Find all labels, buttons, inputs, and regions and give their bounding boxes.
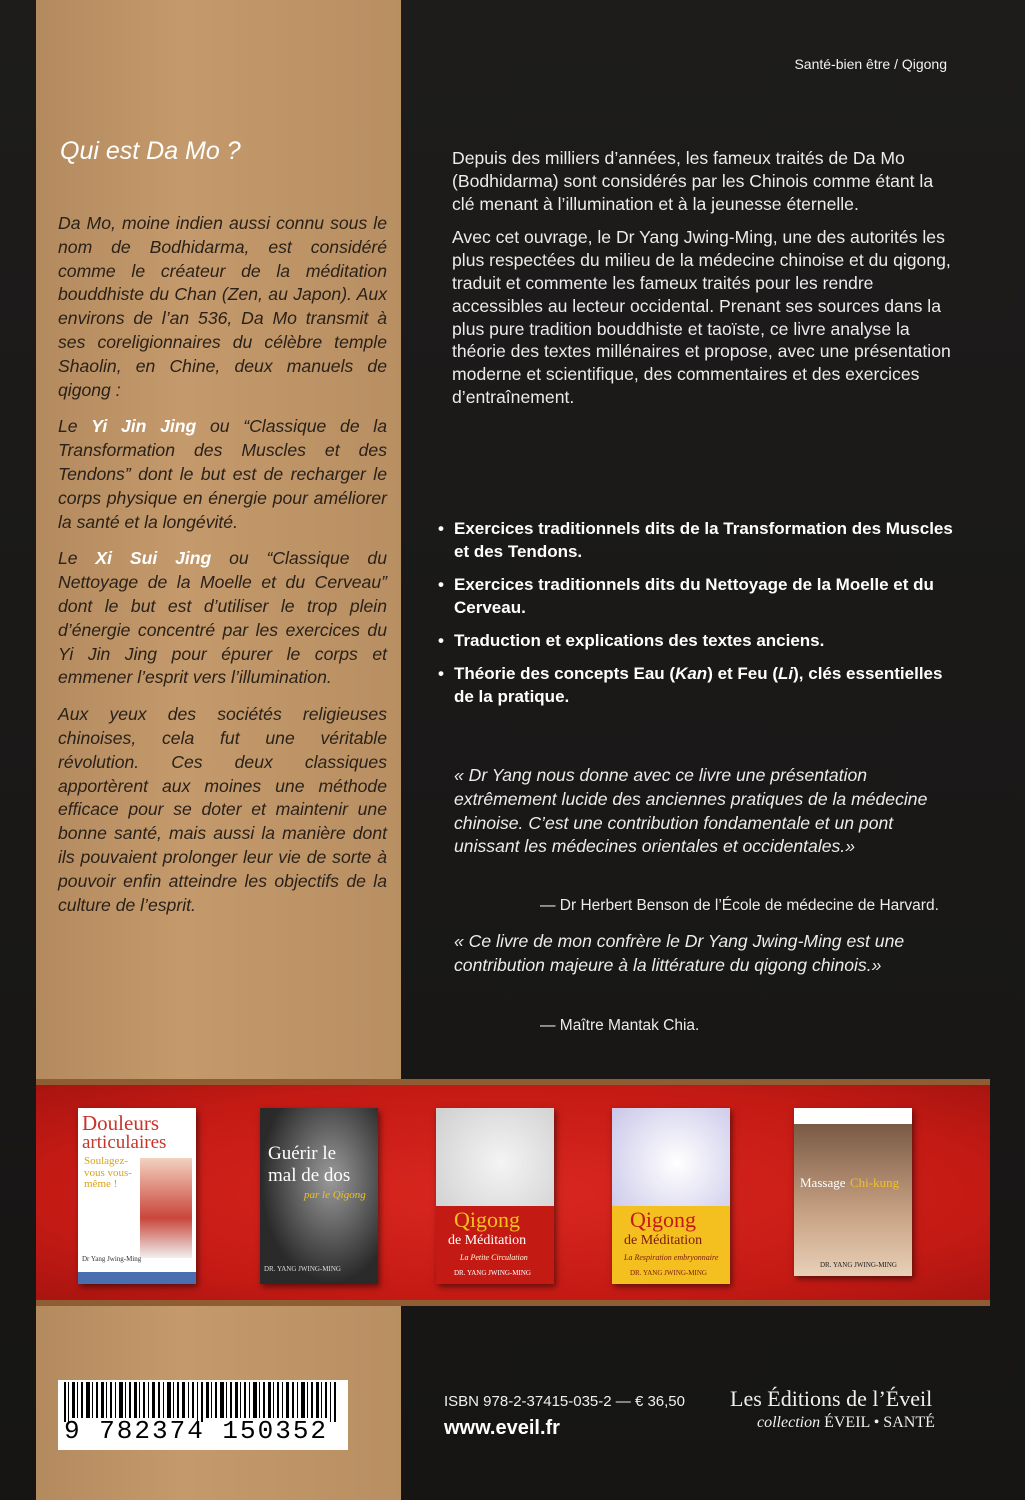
book-author: DR. YANG JWING-MING [264,1265,341,1273]
book-author: DR. YANG JWING-MING [454,1269,531,1277]
book-subtitle: La Respiration embryonnaire [624,1253,719,1262]
text: ou “Classique du Nettoyage de la Moelle et du Cerveau” dont le but est d’utiliser le trop plein d’énergie concentré par les exercices du Yi Jin Jing pour épurer le corps et emmener l’esprit vers l’illumination. [58,548,387,688]
isbn-price: ISBN 978-2-37415-035-2 — € 36,50 [444,1393,685,1410]
text: collection [757,1414,825,1431]
book-photo [436,1108,554,1208]
kan-term: Kan [675,664,708,683]
book-title: de Méditation [448,1233,527,1248]
right-description [452,147,952,420]
collection-name: ÉVEIL • SANTÉ [824,1414,935,1431]
quote-chia: « Ce livre de mon confrère le Dr Yang Jwing-Ming est une contribution majeure à la littérature du qigong chinois.» [454,931,905,975]
xi-sui-jing-term: Xi Sui Jing [95,548,212,569]
book-author: DR. YANG JWING-MING [630,1269,707,1277]
text: Théorie des concepts Eau ( [454,664,676,683]
book-title: Qigong [630,1207,696,1232]
book-cover-qigong-meditation-2 [612,1108,730,1284]
category-label: Santé-bien être / Qigong [794,56,947,72]
book-footer-strip [78,1272,196,1284]
book-photo [794,1124,912,1276]
book-title: Guérir le [268,1143,337,1164]
book-title: Douleurs [82,1111,159,1135]
quote-benson: « Dr Yang nous donne avec ce livre une présentation extrêmement lucide des anciennes pratiques de la médecine chinoise. C’est une contribution fondamentale et un pont unissant les médecines orientales et occidentales.» [454,765,928,857]
feature-item [438,662,958,708]
left-paragraph-4: Aux yeux des sociétés religieuses chinoises, cela fut une véritable révolution. Ces deux classiques apportèrent aux moines une méthode efficace pour se doter et maintenir une bonne santé, mais aussi la manière dont ils pouvaient prolonger leur vie de sorte à pouvoir enfin atteindre les objectifs de la culture de l’esprit. [58,704,387,915]
book-author: DR. YANG JWING-MING [820,1261,897,1269]
feature-list [438,517,958,718]
publisher-name: Les Éditions de l’Éveil [730,1386,933,1411]
left-paragraph-2 [58,415,387,534]
book-cover-douleurs-articulaires [78,1108,196,1284]
book-title: de Méditation [624,1233,703,1248]
book-title: Chi-kung [850,1175,900,1190]
text: ou “Classique de la Transformation des Muscles et des Tendons” dont le but est de recharger le corps physique en énergie pour améliorer la santé et la longévité. [58,416,387,532]
book-author: Dr Yang Jwing-Ming [82,1255,142,1263]
book-subtitle: La Petite Circulation [460,1253,528,1262]
book-title: Qigong [454,1207,520,1232]
text: Le [58,416,92,437]
publisher-website[interactable]: www.eveil.fr [444,1417,560,1439]
book-title: mal de dos [268,1165,351,1186]
left-body [58,212,387,930]
left-paragraph-1: Da Mo, moine indien aussi connu sous le nom de Bodhidarma, est considéré comme le créateur de la méditation bouddhiste du Chan (Zen, au Japon). Aux environs de l’an 536, Da Mo transmit à ses coreligionnaires du célèbre temple Shaolin, en Chine, deux manuels de qigong : [58,213,387,400]
attribution-chia: — Maître Mantak Chia. [540,1017,700,1034]
collection-label [757,1414,935,1432]
right-paragraph-2: Avec cet ouvrage, le Dr Yang Jwing-Ming, une des autorités les plus respectées du milieu de la médecine chinoise et du qigong, traduit et commente les fameux traités pour les rendre accessibles au lecteur occidental. Prenant ses sources dans la plus pure tradition bouddhiste et taoïste, ce livre analyse la théorie des textes millénaires et propose, avec une présentation moderne et scientifique, des commentaires et des exercices d’entraînement. [452,227,951,407]
book-subtitle: Soulagez-vous vous-même ! [84,1155,132,1191]
book-cover-guerir-mal-de-dos [260,1108,378,1284]
text: Le [58,548,96,569]
book-cover-qigong-meditation-1 [436,1108,554,1284]
yi-jin-jing-term: Yi Jin Jing [91,416,197,437]
attribution-benson: — Dr Herbert Benson de l’École de médecine de Harvard. [540,897,939,914]
feature-item: • Exercices traditionnels dits du Nettoyage de la Moelle et du Cerveau. [438,573,958,619]
right-paragraph-1: Depuis des milliers d’années, les fameux traités de Da Mo (Bodhidarma) sont considérés par les Chinois comme étant la clé menant à l’illumination et à la jeunesse éternelle. [452,148,934,214]
book-title: articulaires [82,1132,167,1153]
left-paragraph-3 [58,547,387,690]
book-title: Massage [800,1175,846,1190]
feature-item: • Exercices traditionnels dits de la Transformation des Muscles et des Tendons. [438,517,958,563]
left-title: Qui est Da Mo ? [60,137,241,165]
text: ) et Feu ( [707,664,779,683]
feature-item: • Traduction et explications des textes anciens. [438,629,958,652]
book-photo [612,1108,730,1208]
book-cover-massage-chi-kung [794,1108,912,1276]
li-term: Li [778,664,794,683]
book-subtitle: par le Qigong [304,1189,366,1201]
barcode-number: 9 782374 150352 [64,1416,329,1446]
book-photo [140,1158,192,1258]
text: ), clés essentielles de la pratique. [454,664,943,706]
